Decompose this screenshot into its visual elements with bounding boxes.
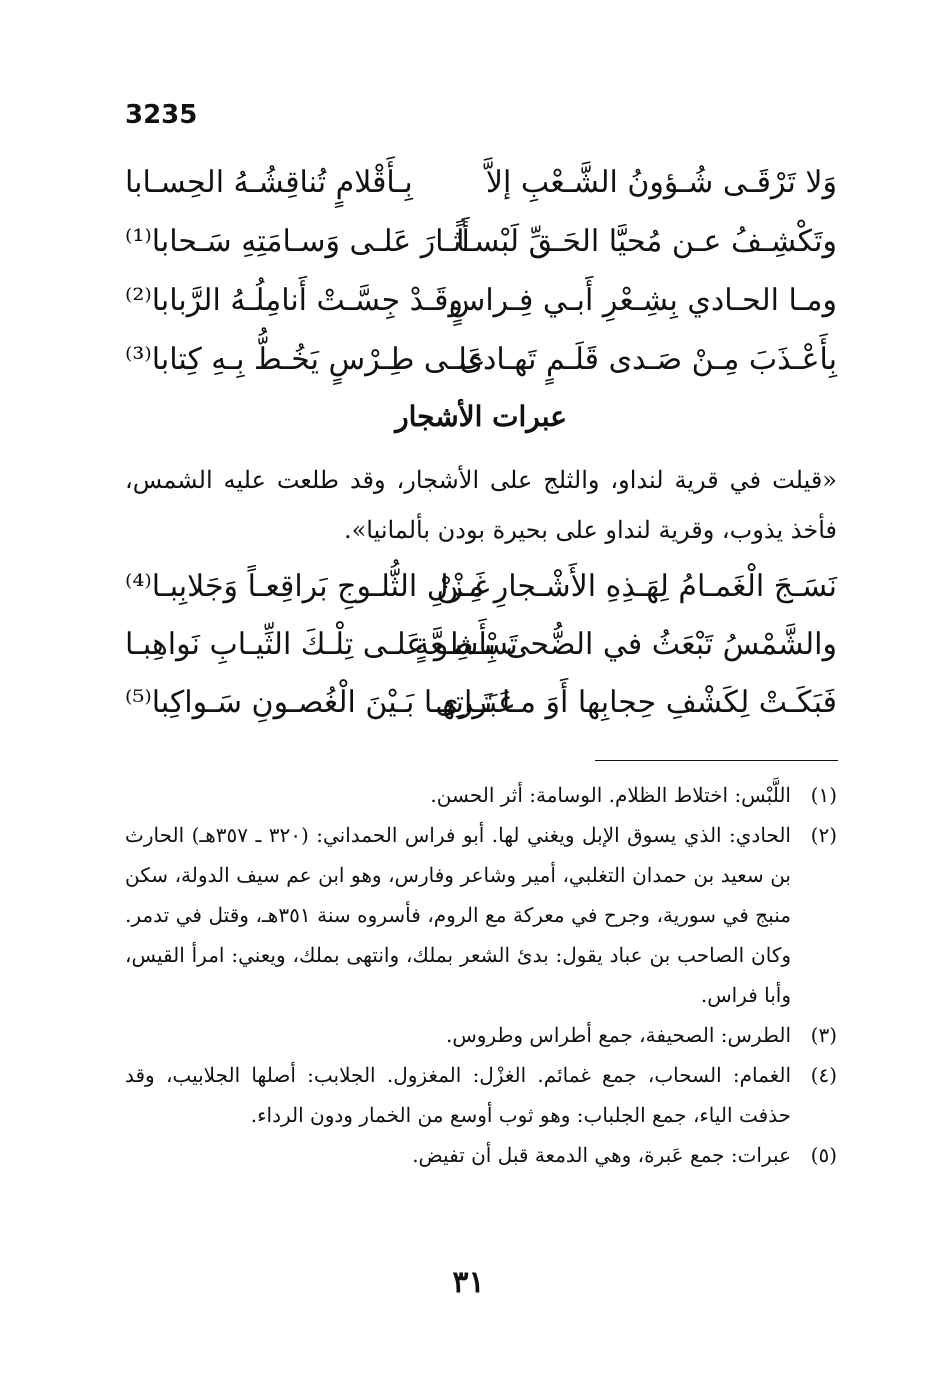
footnote-text: الغمام: السحاب، جمع غمائم. الغزْل: المغزول. الجلابب: أصلها الجلابيب، وقد حذفت الياء، جمع الجلباب: وهو ثوب أوسع من الخمار ودون الرداء. bbox=[125, 1063, 791, 1127]
footnote bbox=[125, 1055, 837, 1135]
verse-first-hemistich: وَلا تَرْقَـى شُـؤونُ الشَّـعْبِ إلاَّ bbox=[485, 165, 837, 200]
footnote-text: اللَّبْس: اختلاط الظلام. الوسامة: أثر الحسن. bbox=[430, 783, 791, 807]
footnote-number: (١) bbox=[810, 783, 837, 807]
verse-second-hemistich: غَـزْلِ الثُّلـوجِ بَراقِعـاً وَجَلابِبـا⁽⁴⁾ bbox=[125, 569, 490, 604]
verse-second-hemistich: أَثـارَ عَلـى وَسـامَتِهِ سَـحابا⁽¹⁾ bbox=[125, 224, 470, 259]
intro-paragraph: «قيلت في قرية لنداو، والثلج على الأشجار، وقد طلعت عليه الشمس، فأخذ يذوب، وقرية لنداو على بحيرة بودن بألمانيا». bbox=[125, 466, 837, 544]
verse-line bbox=[125, 154, 837, 212]
footnote bbox=[125, 815, 837, 1015]
verse-line bbox=[125, 616, 837, 674]
footnotes bbox=[125, 775, 837, 1175]
footnote-number: (٣) bbox=[810, 1023, 837, 1047]
footnote-text: عبرات: جمع عَبرة، وهي الدمعة قبل أن تفيض. bbox=[412, 1143, 791, 1167]
page-number: ٣١ bbox=[452, 1265, 485, 1300]
footnote-text: الحادي: الذي يسوق الإبل ويغني لها. أبو فراس الحمداني: (٣٢٠ ـ ٣٥٧هـ) الحارث بن سعيد بن حمدان التغلبي، أمير وشاعر وفارس، وهو ابن عم سيف الدولة، سكن منبج في سورية، وجرح في معركة مع الروم، فأسروه سنة ٣٥١هـ، وقتل في تدمر. وكان الصاحب بن عباد يقول: بدئ الشعر بملك، وانتهى بملك، ويعني: امرأ القيس، وأبا فراس. bbox=[125, 823, 792, 1007]
verse-second-hemistich: عَبَراتِهـا بَـيْنَ الْغُصـونِ سَـواكِبا⁽⁵⁾ bbox=[125, 685, 516, 720]
page-id: 3235 bbox=[125, 100, 198, 130]
footnote-number: (٤) bbox=[810, 1063, 837, 1087]
footnote-text: الطرس: الصحيفة، جمع أطراس وطروس. bbox=[446, 1023, 791, 1047]
verse-first-hemistich: ومـا الحـادي بِشِـعْرِ أَبـي فِـراسٍ bbox=[448, 283, 837, 318]
verse-first-hemistich: والشَّمْسُ تَبْعَثُ في الضُّحى بِأَشِـعَّةٍ bbox=[414, 627, 837, 662]
section-title: عبرات الأشجار bbox=[395, 400, 567, 433]
verse-line bbox=[125, 558, 837, 616]
verse-first-hemistich: بِأَعْـذَبَ مِـنْ صَـدى قَلَـمٍ تَهـادى bbox=[459, 342, 837, 377]
verse-second-hemistich: وقَـدْ جِسَّـتْ أَنامِلُـهُ الرَّبابا⁽²⁾ bbox=[125, 283, 464, 318]
verse-line bbox=[125, 674, 837, 732]
verse-line bbox=[125, 272, 837, 330]
footnote bbox=[125, 775, 837, 815]
footnote bbox=[125, 1015, 837, 1055]
verse-second-hemistich: بِـأَقْلامٍ تُناقِشُـهُ الحِسـابا bbox=[125, 165, 413, 200]
verse-line bbox=[125, 331, 837, 389]
verse-first-hemistich: نَسَـجَ الْغَمـامُ لِهَـذِهِ الأَشْـجارِ مِـنْ bbox=[436, 569, 837, 604]
footnote bbox=[125, 1135, 837, 1175]
footnote-number: (٥) bbox=[810, 1143, 837, 1167]
verse-second-hemistich: عَلـى طِـرْسٍ يَخُـطُّ بِـهِ كِتابا⁽³⁾ bbox=[125, 342, 486, 377]
footnote-divider bbox=[595, 760, 838, 761]
footnote-number: (٢) bbox=[810, 823, 837, 847]
verse-second-hemistich: تَسْـطو عَلـى تِلْـكَ الثِّيـابِ نَواهِبـا bbox=[125, 627, 518, 662]
verse-first-hemistich: فَبَكَـتْ لِكَشْفِ حِجابِها أَوَ مـا تَـرى bbox=[435, 685, 837, 720]
verse-first-hemistich: وتَكْشِـفُ عـن مُحيَّا الحَـقِّ لَبْسـاً bbox=[456, 224, 837, 259]
verse-line bbox=[125, 213, 837, 271]
